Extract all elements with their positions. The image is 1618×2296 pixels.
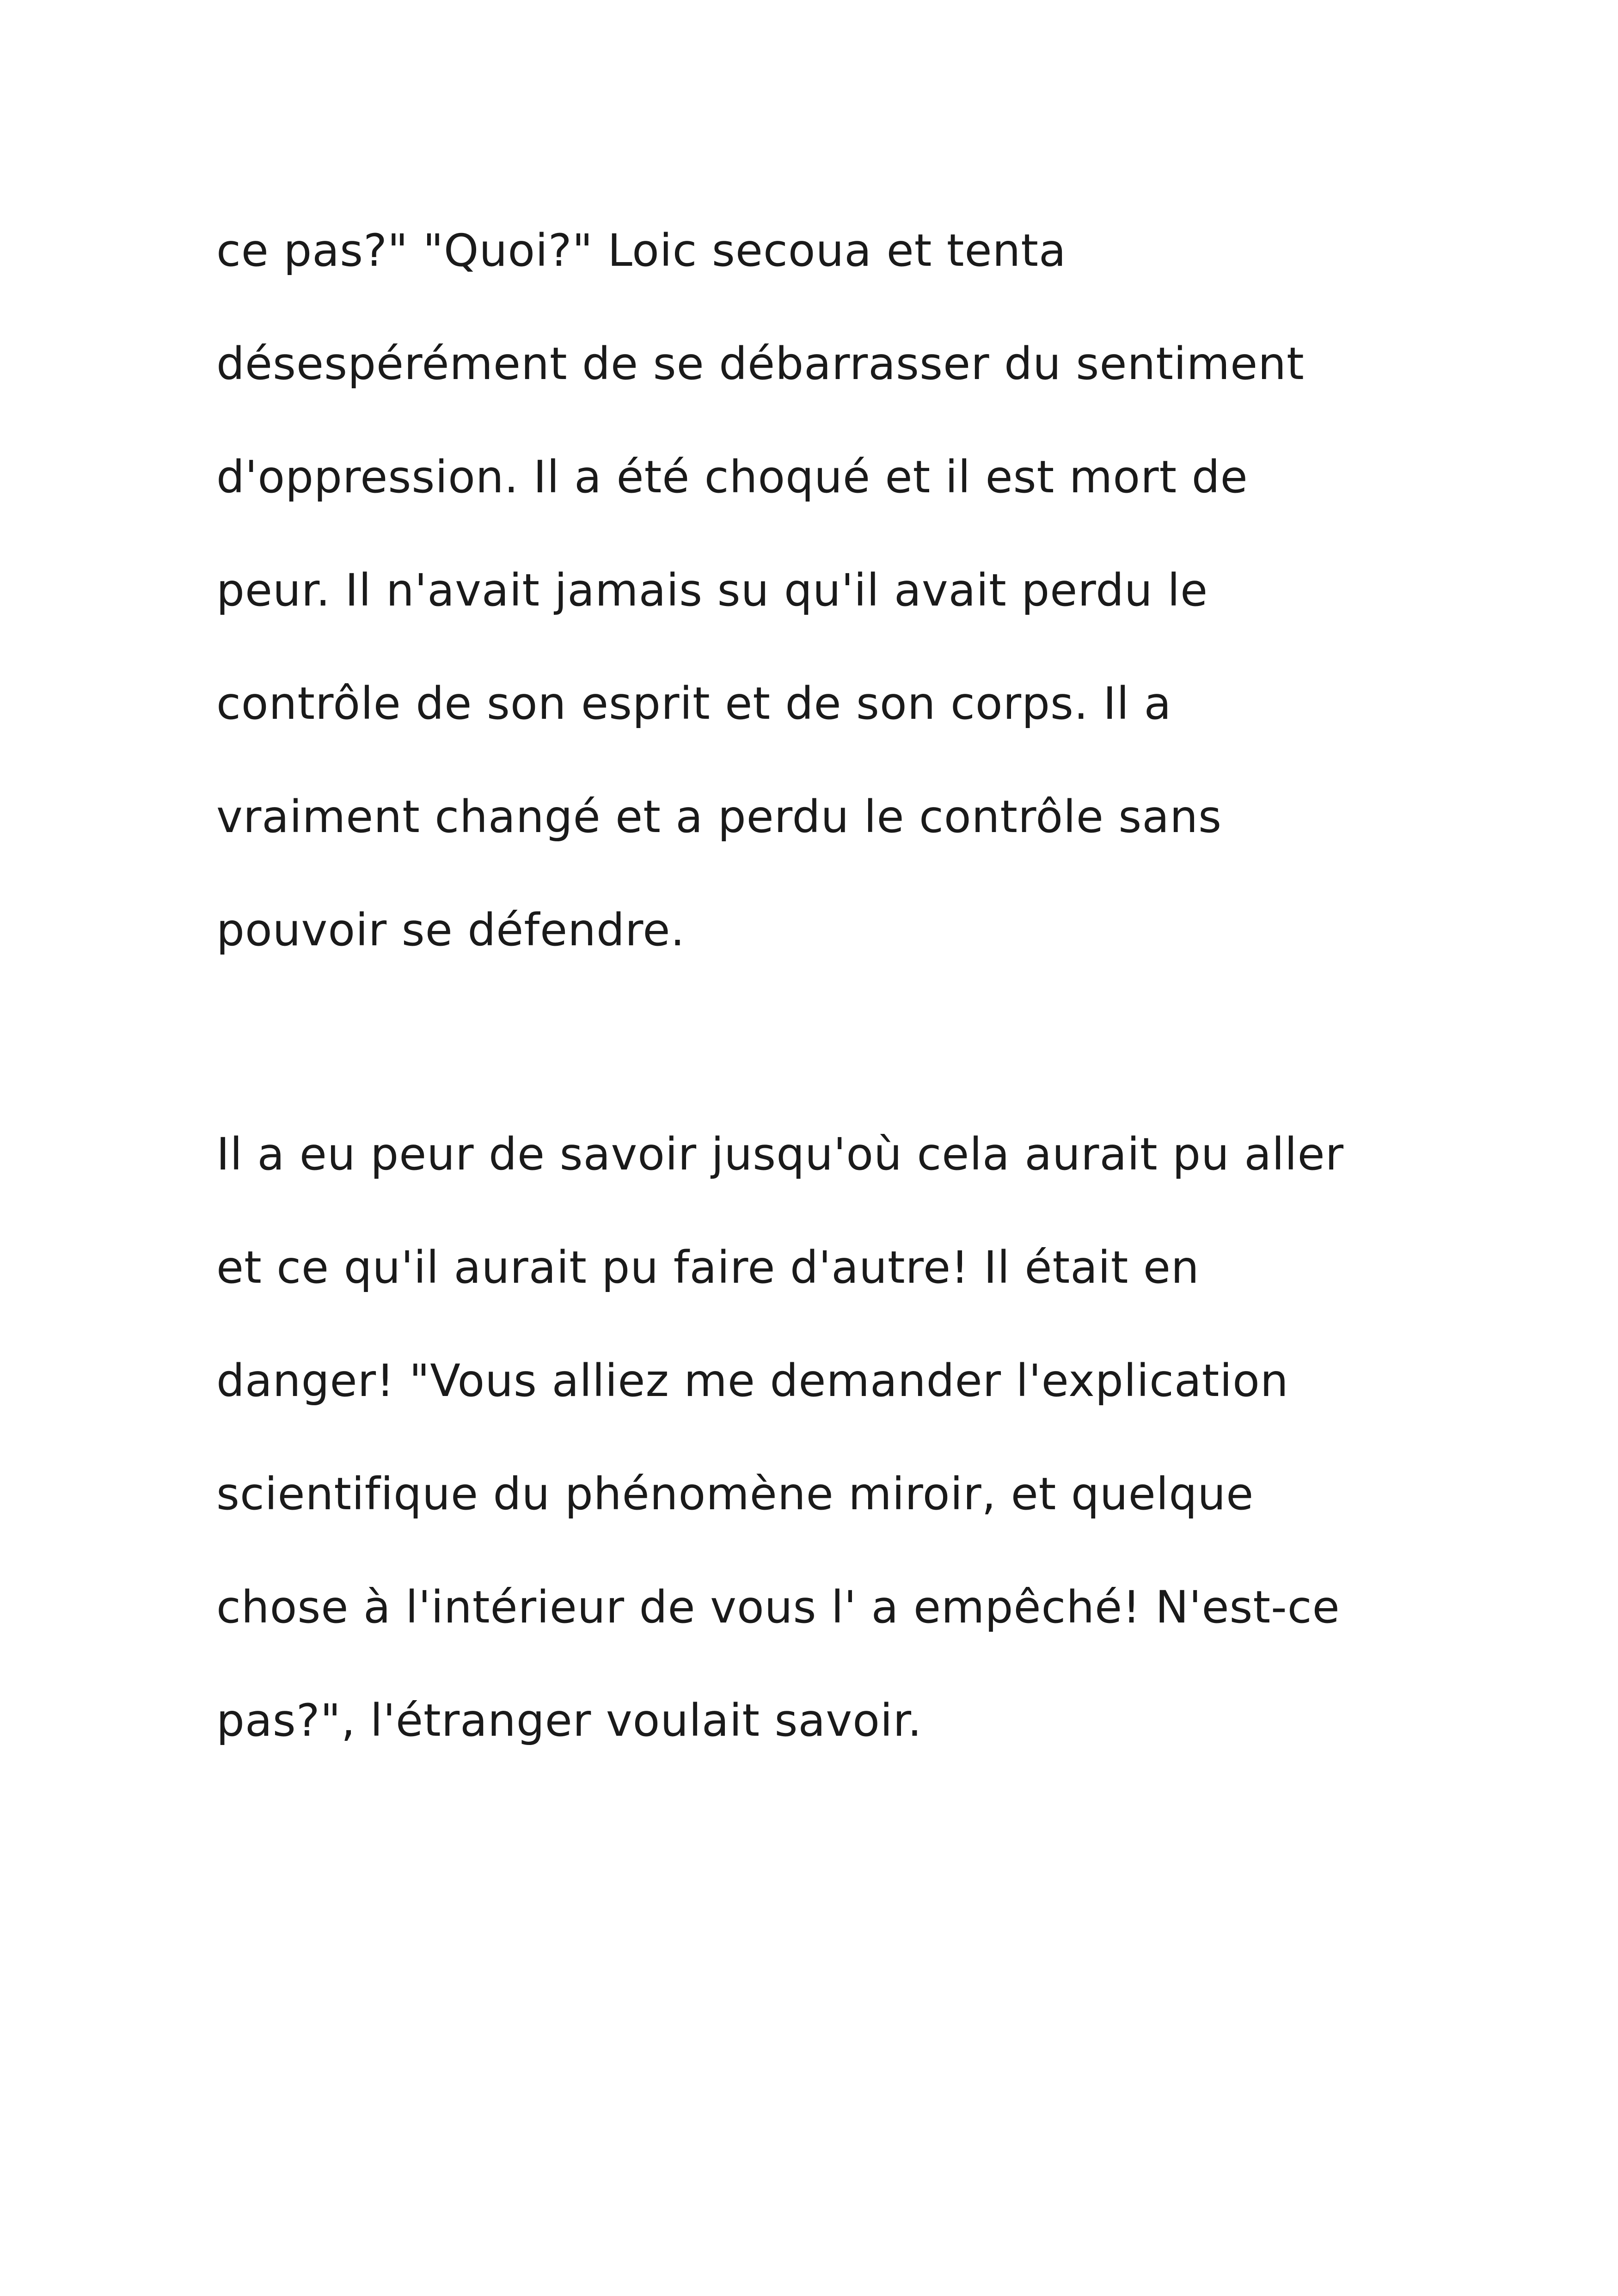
text-line: d'oppression. Il a été choqué et il est mort de [216,451,1248,503]
text-line: Il a eu peur de savoir jusqu'où cela aurait pu aller [216,1128,1344,1180]
paragraph-2 [216,1098,1418,1777]
text-line: scientifique du phénomène miroir, et quelque [216,1468,1254,1520]
text-line: chose à l'intérieur de vous l' a empêché! N'est-ce [216,1581,1340,1633]
text-line: contrôle de son esprit et de son corps. Il a [216,678,1172,729]
text-line: et ce qu'il aurait pu faire d'autre! Il était en [216,1242,1200,1293]
paragraph-1 [216,194,1418,987]
text-line: pouvoir se défendre. [216,904,685,956]
text-line: pas?", l'étranger voulait savoir. [216,1695,922,1746]
text-line: ce pas?" "Quoi?" Loic secoua et tenta [216,225,1066,276]
text-line: désespérément de se débarrasser du sentiment [216,338,1305,390]
text-line: vraiment changé et a perdu le contrôle sans [216,791,1222,843]
text-line: danger! "Vous alliez me demander l'explication [216,1355,1289,1407]
text-line: peur. Il n'avait jamais su qu'il avait perdu le [216,564,1208,616]
